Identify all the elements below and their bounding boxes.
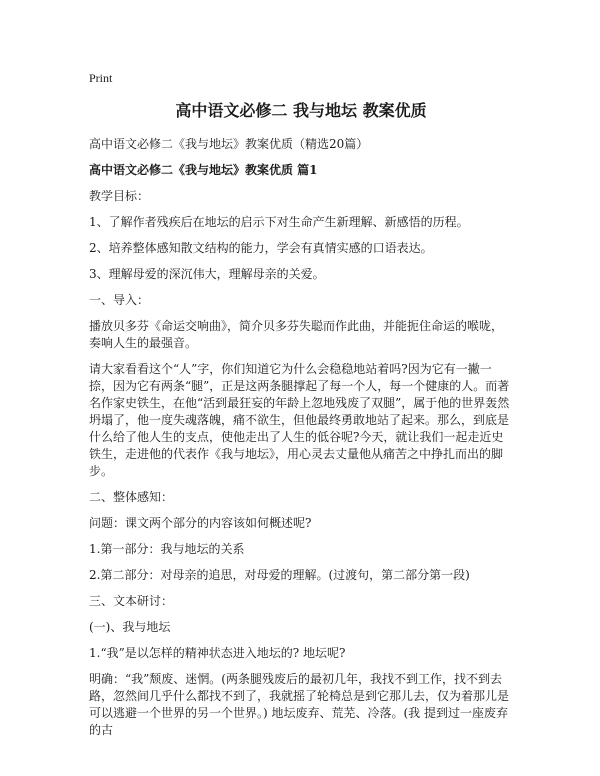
page-title: 高中语文必修二 我与地坛 教案优质 xyxy=(175,101,427,120)
paragraph-intro-music: 播放贝多芬《命运交响曲》，简介贝多芬失聪而作此曲，并能扼住命运的喉咙，奏响人生的最强音。 xyxy=(89,319,504,350)
paragraph-study-sub-heading: (一)、我与地坛 xyxy=(89,620,171,634)
paragraph-intro-character: 请大家看看这个“人”字，你们知道它为什么会稳稳地站着吗?因为它有一撇一捺，因为它有两条“腿”，正是这两条腿撑起了每一个人，每一个健康的人。而著名作家史铁生，在他“活到最狂妄的年龄上忽地残废了双腿”，属于他的世界轰然坍塌了，他一度失魂落魄，痛不欲生，但他最终勇敢地站了起来。那么，到底是什么给了他人生的支点，使他走出了人生的低谷呢?今天，就让我们一起走近史铁生，走进他的代表作《我与地坛》，用心灵去丈量他从痛苦之中挣扎而出的脚步。 xyxy=(89,362,510,478)
paragraph-intro-heading: 一、导入： xyxy=(89,293,150,307)
subtitle: 高中语文必修二《我与地坛》教案优质（精选20篇） xyxy=(89,137,369,151)
paragraph-overview-heading: 二、整体感知： xyxy=(89,490,174,504)
paragraph-objective-3: 3、理解母爱的深沉伟大，理解母亲的关爱。 xyxy=(89,267,325,281)
paragraph-study-heading: 三、文本研讨： xyxy=(89,594,174,608)
paragraph-objective-1: 1、了解作者残疾后在地坛的启示下对生命产生新理解、新感悟的历程。 xyxy=(89,215,469,229)
paragraph-part-2: 2.第二部分：对母亲的追思，对母爱的理解。(过渡句，第二部分第一段) xyxy=(89,568,470,582)
paragraph-study-answer: 明确：“我”颓废、迷惘。(两条腿残废后的最初几年，我找不到工作，找不到去路，忽然间几乎什么都找不到了，我就摇了轮椅总是到它那儿去，仅为着那儿是可以逃避一个世界的另一个世界。) 地坛废弃、荒芜、冷落。(我 提到过一座废弃的古 xyxy=(89,672,510,737)
document-page xyxy=(89,70,513,748)
paragraph-objectives-label: 教学目标： xyxy=(89,189,150,203)
section-heading: 高中语文必修二《我与地坛》教案优质 篇1 xyxy=(89,163,318,177)
paragraph-objective-2: 2、培养整体感知散文结构的能力，学会有真情实感的口语表达。 xyxy=(89,241,433,255)
paragraph-overview-question: 问题：课文两个部分的内容该如何概述呢? xyxy=(89,516,312,530)
print-label[interactable]: Print xyxy=(89,71,113,85)
paragraph-part-1: 1.第一部分：我与地坛的关系 xyxy=(89,542,245,556)
paragraph-study-question: 1.“我”是以怎样的精神状态进入地坛的? 地坛呢? xyxy=(89,646,346,660)
